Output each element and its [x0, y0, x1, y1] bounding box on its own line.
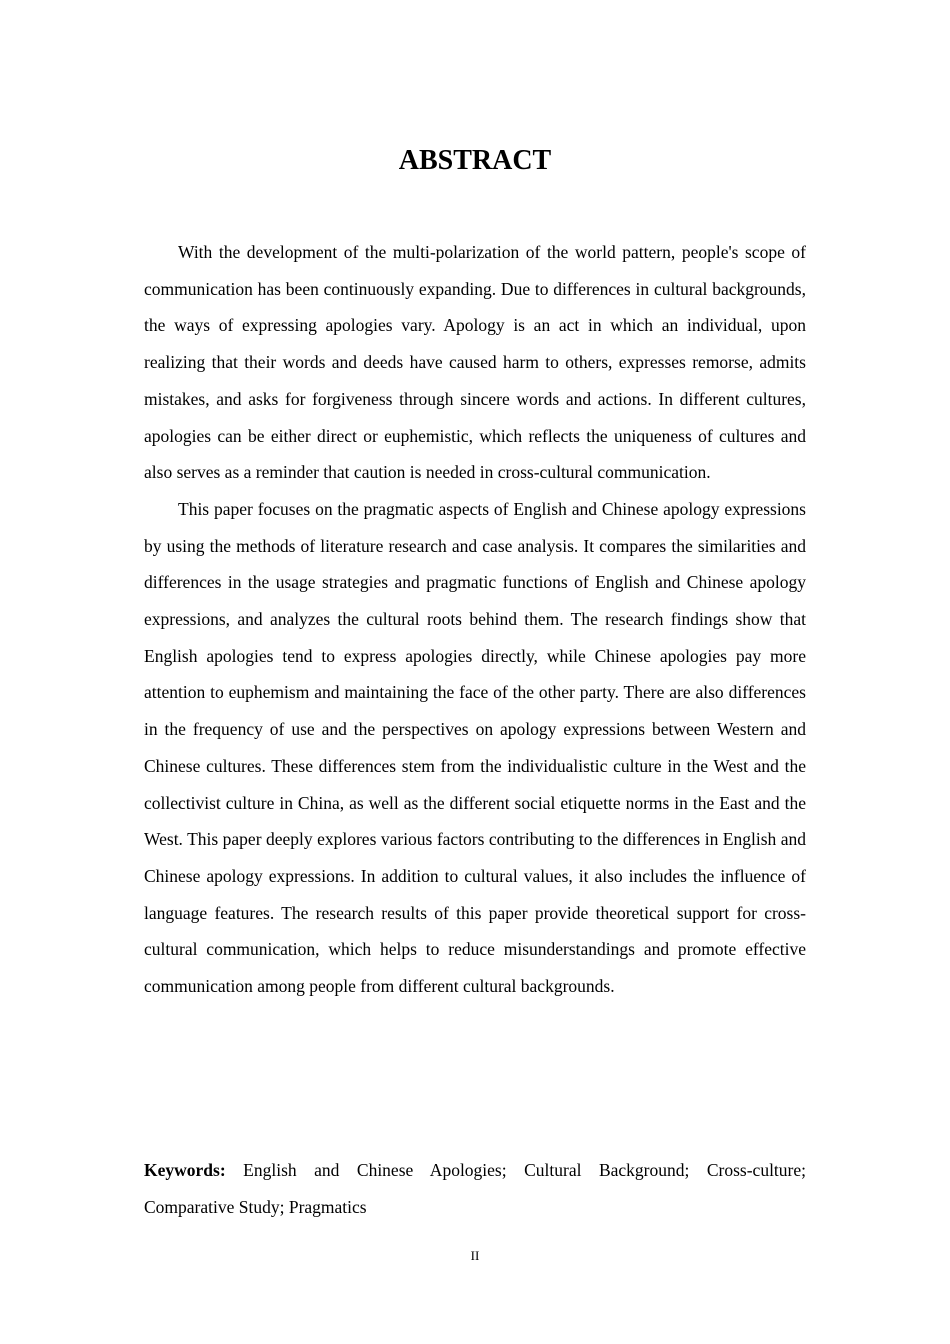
page-number: II: [470, 1248, 480, 1263]
abstract-title: ABSTRACT: [398, 145, 552, 176]
abstract-paragraph-1: With the development of the multi-polarization of the world pattern, people's scope of communication has been continuously expanding. Due to differences in cultural backgrounds, the ways of expressing apologies vary. Apology is an act in which an individual, upon realizing that their words and deeds have caused harm to others, expresses remorse, admits mistakes, and asks for forgiveness through sincere words and actions. In different cultures, apologies can be either direct or euphemistic, which reflects the uniqueness of cultures and also serves as a reminder that caution is needed in cross-cultural communication.: [144, 242, 806, 483]
keywords-line: [144, 1152, 806, 1225]
abstract-paragraph-2: This paper focuses on the pragmatic aspects of English and Chinese apology expressions by using the methods of literature research and case analysis. It compares the similarities and differences in the usage strategies and pragmatic functions of English and Chinese apology expressions, and analyzes the cultural roots behind them. The research findings show that English apologies tend to express apologies directly, while Chinese apologies pay more attention to euphemism and maintaining the face of the other party. There are also differences in the frequency of use and the perspectives on apology expressions between Western and Chinese cultures. These differences stem from the individualistic culture in the West and the collectivist culture in China, as well as the different social etiquette norms in the East and the West. This paper deeply explores various factors contributing to the differences in English and Chinese apology expressions. In addition to cultural values, it also includes the influence of language features. The research results of this paper provide theoretical support for cross-cultural communication, which helps to reduce misunderstandings and promote effective communication among people from different cultural backgrounds.: [144, 498, 806, 997]
abstract-body: [144, 234, 806, 1005]
keywords-text: English and Chinese Apologies; Cultural Background; Cross-culture; Comparative Study; Pragmatics: [144, 1160, 806, 1217]
keywords-label: Keywords:: [144, 1160, 226, 1180]
